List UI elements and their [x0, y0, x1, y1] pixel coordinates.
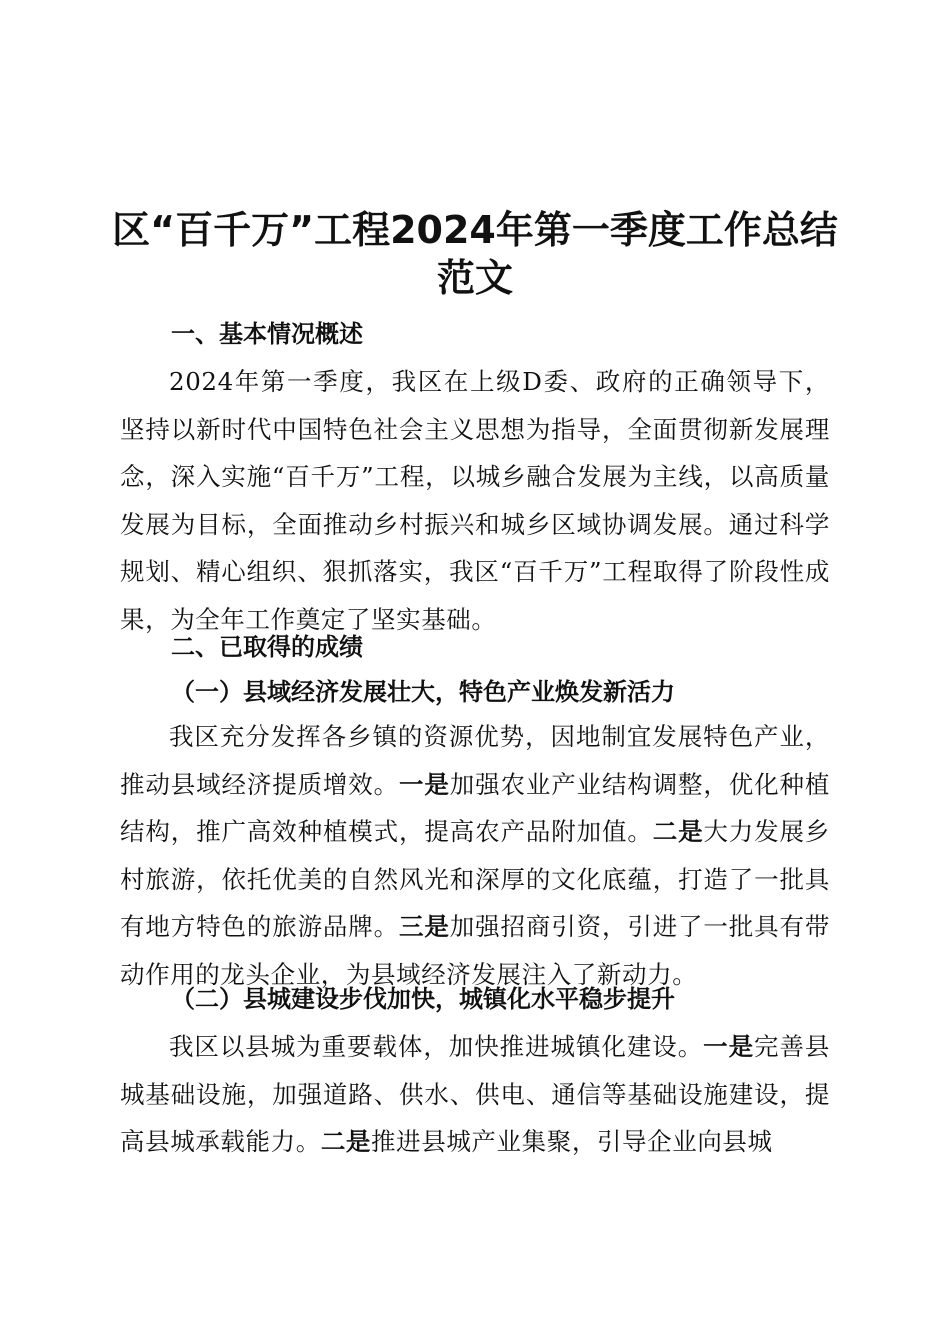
paragraph-text: 加强招商引资，引进了一批具有带动作用的龙头企业，为县域经济发展注入了新动力。 — [120, 912, 830, 989]
lead-phrase-first: 一是 — [703, 1032, 755, 1061]
paragraph-text: 完善县城基础设施，加强道路、供水、供电、通信等基础设施建设，提高县城承载能力。 — [120, 1032, 830, 1156]
subsection-heading-county-economy: （一）县域经济发展壮大，特色产业焕发新活力 — [171, 678, 675, 706]
paragraph-text: 大力发展乡村旅游，依托优美的自然风光和深厚的文化底蕴，打造了一批具有地方特色的旅游品牌。 — [120, 817, 831, 941]
paragraph-intro: 我区充分发挥各乡镇的资源优势，因地制宜发展特色产业，推动县域经济提质增效。 — [120, 722, 830, 799]
lead-phrase-second: 二是 — [652, 817, 704, 846]
paragraph-text: 加强农业产业结构调整，优化种植结构，推广高效种植模式，提高农产品附加值。 — [120, 769, 830, 846]
lead-phrase-first: 一是 — [399, 769, 450, 799]
paragraph-basic-overview: 2024年第一季度，我区在上级D委、政府的正确领导下，坚持以新时代中国特色社会主义思想为指导，全面贯彻新发展理念，深入实施“百千万”工程，以城乡融合发展为主线，以高质量发展为目标，全面推动乡村振兴和城乡区域协调发展。通过科学规划、精心组织、狠抓落实，我区“百千万”工程取得了阶段性成果，为全年工作奠定了坚实基础。 — [120, 367, 830, 634]
lead-phrase-second: 二是 — [320, 1127, 372, 1156]
lead-phrase-third: 三是 — [399, 912, 450, 941]
section-heading-basic-overview: 一、基本情况概述 — [171, 320, 363, 348]
paragraph-county-economy — [120, 713, 830, 998]
paragraph-intro: 我区以县城为重要载体，加快推进城镇化建设。 — [169, 1032, 704, 1061]
document-title: 区“百千万”工程2024年第一季度工作总结 — [112, 208, 838, 252]
paragraph-county-construction — [120, 1023, 830, 1166]
section-heading-achievements: 二、已取得的成绩 — [171, 633, 363, 661]
subsection-heading-county-construction: （二）县城建设步伐加快，城镇化水平稳步提升 — [171, 985, 675, 1013]
paragraph-text: 推进县城产业集聚，引导企业向县城 — [371, 1127, 773, 1156]
document-title-continued: 范文 — [436, 256, 513, 300]
